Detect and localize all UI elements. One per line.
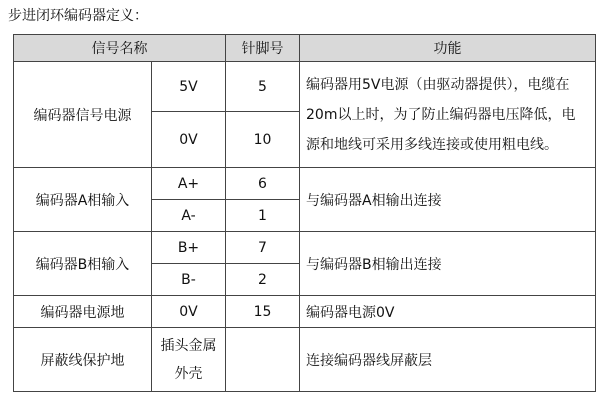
table-row: [14, 328, 596, 392]
signal-cell: 0V: [152, 296, 226, 328]
table-row: [14, 62, 596, 112]
header-function: 功能: [300, 35, 596, 62]
document-caption: 步进闭环编码器定义：: [8, 8, 148, 24]
group-cell: 编码器A相输入: [14, 168, 152, 232]
pin-cell: 7: [226, 232, 300, 264]
function-cell: 编码器用5V电源（由驱动器提供），电缆在20m以上时，为了防止编码器电压降低，电源和地线可采用多线连接或使用粗电线。: [300, 62, 596, 168]
pin-cell: 6: [226, 168, 300, 200]
pin-cell: 2: [226, 264, 300, 296]
signal-cell: B+: [152, 232, 226, 264]
group-cell: 编码器信号电源: [14, 62, 152, 168]
table-header-row: [14, 35, 596, 62]
signal-cell: 5V: [152, 62, 226, 112]
encoder-definition-table: [13, 34, 596, 392]
table-row: [14, 296, 596, 328]
pin-cell: 5: [226, 62, 300, 112]
header-pin: 针脚号: [226, 35, 300, 62]
function-cell: 编码器电源0V: [300, 296, 596, 328]
pin-cell: 15: [226, 296, 300, 328]
pin-cell: 10: [226, 112, 300, 168]
function-cell: 连接编码器线屏蔽层: [300, 328, 596, 392]
signal-cell: A-: [152, 200, 226, 232]
function-cell: 与编码器B相输出连接: [300, 232, 596, 296]
signal-cell: B-: [152, 264, 226, 296]
table-row: [14, 168, 596, 200]
table-row: [14, 232, 596, 264]
group-cell: 编码器电源地: [14, 296, 152, 328]
header-signal-name: 信号名称: [14, 35, 226, 62]
pin-cell: [226, 328, 300, 392]
function-cell: 与编码器A相输出连接: [300, 168, 596, 232]
group-cell: 屏蔽线保护地: [14, 328, 152, 392]
signal-cell: 0V: [152, 112, 226, 168]
signal-cell: A+: [152, 168, 226, 200]
group-cell: 编码器B相输入: [14, 232, 152, 296]
signal-cell: 插头金属外壳: [152, 328, 226, 392]
pin-cell: 1: [226, 200, 300, 232]
